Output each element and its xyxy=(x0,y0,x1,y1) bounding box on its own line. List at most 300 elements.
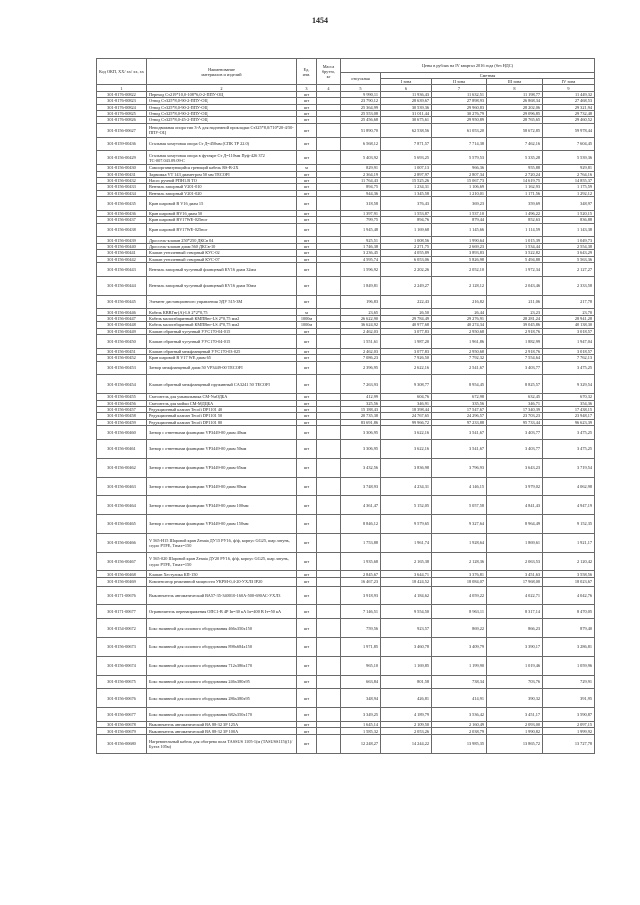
row-supply: 318,58 xyxy=(341,197,381,211)
row-mass xyxy=(317,151,341,165)
row-zone2: 216,82 xyxy=(432,295,487,309)
table-row xyxy=(97,675,595,689)
row-unit: шт xyxy=(297,708,317,722)
row-supply: 1 746,38 xyxy=(341,243,381,249)
row-zone1: 4 055,89 xyxy=(381,250,432,256)
row-unit: шт xyxy=(297,619,317,638)
row-zone1: 15 525,26 xyxy=(381,177,432,183)
row-zone3: 28 202,06 xyxy=(487,104,543,110)
index-cell: 7 xyxy=(432,85,487,91)
row-zone4: 1 520,15 xyxy=(543,210,595,216)
row-zone2: 11 632,51 xyxy=(432,91,487,97)
row-supply: 1 971,85 xyxy=(341,638,381,657)
row-code: 301-8176-00823 xyxy=(97,98,147,104)
row-supply: 12 248,27 xyxy=(341,734,381,753)
row-code: 301-8156-00438 xyxy=(97,223,147,237)
row-zone4: 4 947,19 xyxy=(543,496,595,515)
row-name: Отвод Ст325*8,0-90-2-ППУ-ОЦ xyxy=(147,110,297,116)
row-supply: 2 462,03 xyxy=(341,348,381,354)
row-zone2: 5 057,58 xyxy=(432,496,487,515)
row-zone1: 222,43 xyxy=(381,295,432,309)
row-zone3: 23,23 xyxy=(487,309,543,315)
row-zone2: 879,44 xyxy=(432,217,487,223)
row-zone3: 1 972,34 xyxy=(487,263,543,277)
row-zone4: 4 062,98 xyxy=(543,477,595,496)
row-zone4: 1 999,92 xyxy=(543,728,595,734)
row-zone4: 1 947,04 xyxy=(543,334,595,348)
row-unit: шт xyxy=(297,295,317,309)
row-zone2: 18 084,07 xyxy=(432,577,487,586)
row-zone1: 604,76 xyxy=(381,394,432,400)
row-zone2: 27 898,93 xyxy=(432,98,487,104)
row-name: Редукционный клапан Tecofi DP1101 40 xyxy=(147,406,297,412)
table-row xyxy=(97,334,595,348)
row-code: 301-8156-00436 xyxy=(97,210,147,216)
row-name: Вентиль запорный чугунный фланцевый КV16 диам 50мм xyxy=(147,276,297,295)
row-zone1: 3 644,71 xyxy=(381,571,432,577)
row-mass xyxy=(317,439,341,458)
row-name: Кабель малогабаритный КМПВнг-LS 4*0,75 мм2 xyxy=(147,322,297,328)
row-supply: 7 146,51 xyxy=(341,605,381,619)
row-zone1: 31 011,44 xyxy=(381,110,432,116)
row-zone4: 23,70 xyxy=(543,309,595,315)
row-supply: 11 764,43 xyxy=(341,177,381,183)
row-zone1: 9 308,77 xyxy=(381,375,432,394)
row-code: 301-8156-00447 xyxy=(97,315,147,321)
row-zone4: 2 333,58 xyxy=(543,276,595,295)
row-unit: шт xyxy=(297,605,317,619)
row-zone1: 30 539,36 xyxy=(381,104,432,110)
row-zone3: 8 317,14 xyxy=(487,605,543,619)
row-zone1: 2 202,26 xyxy=(381,263,432,277)
row-supply: 5 403,92 xyxy=(341,151,381,165)
row-zone4: 729,91 xyxy=(543,675,595,689)
row-zone4: 9 329,54 xyxy=(543,375,595,394)
row-zone2: 8 954,45 xyxy=(432,375,487,394)
row-zone3: 28 281,24 xyxy=(487,315,543,321)
row-name: Самоорганизующийся греющий кабель RS-B-2X xyxy=(147,165,297,171)
row-zone2: 7 714,38 xyxy=(432,137,487,151)
row-name: Отвод Ст325*8,0-45-2-ППУ-ОЦ xyxy=(147,117,297,123)
row-zone2: 1 928,64 xyxy=(432,533,487,552)
row-zone4: 23 948,17 xyxy=(543,413,595,419)
row-code: 301-8156-00440 xyxy=(97,243,147,249)
row-code: 301-8156-00627 xyxy=(97,123,147,137)
row-supply: 1 849,81 xyxy=(341,276,381,295)
row-zone2: 29 950,89 xyxy=(432,117,487,123)
row-zone4: 8 470,05 xyxy=(543,605,595,619)
row-zone4: 1 143,38 xyxy=(543,223,595,237)
row-zone2: 40 274,34 xyxy=(432,322,487,328)
row-unit: 1000м xyxy=(297,315,317,321)
row-unit: шт xyxy=(297,728,317,734)
row-unit: шт xyxy=(297,577,317,586)
table-row xyxy=(97,137,595,151)
row-unit: шт xyxy=(297,184,317,190)
row-code: 301-8156-00441 xyxy=(97,250,147,256)
row-zone3: 8 964,49 xyxy=(487,515,543,534)
row-zone2: 1 537,10 xyxy=(432,210,487,216)
row-zone4: 836,88 xyxy=(543,217,595,223)
row-zone3: 2 720,24 xyxy=(487,171,543,177)
row-zone2: 2 052,10 xyxy=(432,263,487,277)
row-zone3: 866,23 xyxy=(487,619,543,638)
row-zone1: 3 836,98 xyxy=(381,458,432,477)
table-row xyxy=(97,123,595,137)
row-code: 301-8156-00444 xyxy=(97,276,147,295)
row-zone2: 1 990,64 xyxy=(432,237,487,243)
row-unit: шт xyxy=(297,237,317,243)
row-zone3: 14 619,75 xyxy=(487,177,543,183)
row-zone3: 1 162,93 xyxy=(487,184,543,190)
row-zone1: 5 693,25 xyxy=(381,151,432,165)
row-unit: шт xyxy=(297,439,317,458)
row-unit: шт xyxy=(297,197,317,211)
row-zone3: 1 015,39 xyxy=(487,237,543,243)
row-supply: 1 585,32 xyxy=(341,728,381,734)
row-zone4: 13 727,78 xyxy=(543,734,595,753)
row-zone1: 26,50 xyxy=(381,309,432,315)
row-zone2: 3 893,83 xyxy=(432,250,487,256)
row-zone2: 672,98 xyxy=(432,394,487,400)
row-supply: 829,91 xyxy=(341,165,381,171)
row-name: Элемент дистанционного управления ЭДУ 515-3М xyxy=(147,295,297,309)
header-name-line1: Наименование xyxy=(208,66,235,72)
row-zone2: 1 199,90 xyxy=(432,656,487,675)
table-row xyxy=(97,197,595,211)
row-name: Бокс наливной для силового оборудования 712х386х170 xyxy=(147,656,297,675)
row-zone3: 346,71 xyxy=(487,400,543,406)
row-unit: шт xyxy=(297,533,317,552)
row-unit: шт xyxy=(297,656,317,675)
row-zone4: 3 719,54 xyxy=(543,458,595,477)
row-zone1: 2 053,26 xyxy=(381,728,432,734)
row-mass xyxy=(317,137,341,151)
row-name: Выключатель автоматический ВА 88-32 3Р 100А xyxy=(147,728,297,734)
row-zone1: 18 398,44 xyxy=(381,406,432,412)
row-name: Отвод Ст325*8,0-90-2-ППУ-ОЦ xyxy=(147,104,297,110)
row-name: Кран шаровой В V17 WE диам 65 xyxy=(147,355,297,361)
row-zone3: 3 403,77 xyxy=(487,439,543,458)
index-cell: 2 xyxy=(147,85,297,91)
index-cell: 4 xyxy=(317,85,341,91)
row-zone4: 879,40 xyxy=(543,619,595,638)
row-zone2: 4 146,15 xyxy=(432,477,487,496)
row-zone4: 3 590,87 xyxy=(543,708,595,722)
row-zone1: 18 424,52 xyxy=(381,577,432,586)
row-name: Отвод Ст325*8,0-90-2-ППУ-ОЦ xyxy=(147,98,297,104)
row-mass xyxy=(317,656,341,675)
table-row xyxy=(97,515,595,534)
row-code: 301-8156-00459 xyxy=(97,419,147,425)
row-zone4: 29 321,94 xyxy=(543,104,595,110)
row-zone3: 8 825,57 xyxy=(487,375,543,394)
row-supply: 3 306,95 xyxy=(341,426,381,440)
row-zone2: 2 128,36 xyxy=(432,552,487,571)
row-unit: м xyxy=(297,165,317,171)
row-zone3: 4 022,71 xyxy=(487,586,543,605)
row-zone1: 2 249,27 xyxy=(381,276,432,295)
row-zone4: 3 475,25 xyxy=(543,361,595,375)
row-name: Затвор с ответными фланцами VP3449-00 диам 65мм xyxy=(147,458,297,477)
row-zone4: 18 023,67 xyxy=(543,577,595,586)
table-row xyxy=(97,689,595,708)
row-zone3: 11 198,77 xyxy=(487,91,543,97)
row-code: 301-8156-00430 xyxy=(97,165,147,171)
row-zone2: 61 053,20 xyxy=(432,123,487,137)
row-zone2: 3 536,42 xyxy=(432,708,487,722)
row-mass xyxy=(317,477,341,496)
row-name: Затвор с ответными фланцами VP3449-00 диам 100мм xyxy=(147,496,297,515)
row-name: Кран шаровой BV16 диам 50 xyxy=(147,210,297,216)
row-zone1: 894,76 xyxy=(381,217,432,223)
row-zone1: 801,58 xyxy=(381,675,432,689)
row-name: Дроссель-клапан 250*250 ДКСв 04 xyxy=(147,237,297,243)
row-code: 301-8156-00463 xyxy=(97,477,147,496)
row-zone4: 2 764,16 xyxy=(543,171,595,177)
row-zone3: 2 063,53 xyxy=(487,552,543,571)
row-zone4: 3 643,29 xyxy=(543,250,595,256)
row-code: 301-8159-00436 xyxy=(97,137,147,151)
row-mass xyxy=(317,496,341,515)
header-mass-line2: брутто, xyxy=(321,69,336,75)
row-zone3: 28 765,65 xyxy=(487,117,543,123)
header-zone1: I зона xyxy=(381,79,432,85)
row-name: Бокс наливной для силового оборудования 246х380х95 xyxy=(147,675,297,689)
row-code: 301-8176-00825 xyxy=(97,110,147,116)
row-zone1: 9 554,50 xyxy=(381,605,432,619)
row-zone2: 3 541,67 xyxy=(432,426,487,440)
header-mass-line1: Масса xyxy=(322,63,335,69)
row-name: Клапан обратный чугунный УУС170-04-015 xyxy=(147,328,297,334)
row-zone3: 3 403,77 xyxy=(487,426,543,440)
row-unit: шт xyxy=(297,675,317,689)
row-mass xyxy=(317,276,341,295)
row-supply: 6 568,12 xyxy=(341,137,381,151)
row-name: Кран шаровой В V16 диам 15 xyxy=(147,197,297,211)
row-zone3: 1 534,44 xyxy=(487,243,543,249)
row-name: Затвор с ответными фланцами VP3449-00 диам 80мм xyxy=(147,477,297,496)
row-code: 301-8156-00468 xyxy=(97,571,147,577)
row-zone4: 59 978,44 xyxy=(543,123,595,137)
table-row xyxy=(97,295,595,309)
row-zone3: 7 462,16 xyxy=(487,137,543,151)
row-zone4: 3 018,57 xyxy=(543,328,595,334)
table-row xyxy=(97,263,595,277)
row-zone4: 929,81 xyxy=(543,165,595,171)
row-zone3: 390,32 xyxy=(487,689,543,708)
row-zone1: 426,81 xyxy=(381,689,432,708)
row-zone1: 2 897,97 xyxy=(381,171,432,177)
row-zone1: 1 169,68 xyxy=(381,223,432,237)
row-supply: 20 735,38 xyxy=(341,413,381,419)
row-supply: 9 990,11 xyxy=(341,91,381,97)
row-unit: шт xyxy=(297,250,317,256)
row-unit: шт xyxy=(297,722,317,728)
row-code: 301-8154-00672 xyxy=(97,619,147,638)
row-zone1: 14 244,22 xyxy=(381,734,432,753)
table-row xyxy=(97,619,595,638)
row-code: 301-8156-00455 xyxy=(97,394,147,400)
row-zone3: 852,63 xyxy=(487,217,543,223)
row-unit: шт xyxy=(297,394,317,400)
row-zone2: 2 669,23 xyxy=(432,243,487,249)
row-zone4: 17 438,15 xyxy=(543,406,595,412)
row-supply: 15 188,43 xyxy=(341,406,381,412)
row-name: Переход Ст219*10,0-108*6,0-2-ППУ-ОЦ xyxy=(147,91,297,97)
row-unit: шт xyxy=(297,243,317,249)
row-code: 301-8156-00676 xyxy=(97,689,147,708)
row-supply: 1 935,68 xyxy=(341,552,381,571)
table-body xyxy=(97,91,595,753)
row-supply: 1 753,88 xyxy=(341,533,381,552)
row-name: Ограничитель перенапряжения ОПС1-В 4Р Iп=30 кА Iп=400 В Iт=50 кА xyxy=(147,605,297,619)
row-zone1: 62 538,56 xyxy=(381,123,432,137)
row-supply: 3 918,93 xyxy=(341,586,381,605)
row-zone3: 17 340,39 xyxy=(487,406,543,412)
row-zone3: 211,06 xyxy=(487,295,543,309)
row-name: Компенсатор реактивной мощности УКРМ-0,4-20-УХЛЗ IP20 xyxy=(147,577,297,586)
row-zone1: 1 961,74 xyxy=(381,533,432,552)
row-zone2: 29 960,83 xyxy=(432,104,487,110)
row-name: Бокс наливной для силового оборудования 466х350х150 xyxy=(147,619,297,638)
row-unit: шт xyxy=(297,91,317,97)
row-zone1: 1 987,20 xyxy=(381,334,432,348)
row-supply: 1 645,14 xyxy=(341,722,381,728)
row-unit: шт xyxy=(297,151,317,165)
row-unit: шт xyxy=(297,223,317,237)
table-row xyxy=(97,552,595,571)
row-zone3: 3 390,17 xyxy=(487,638,543,657)
row-code: 301-8156-00439 xyxy=(97,237,147,243)
row-unit: шт xyxy=(297,361,317,375)
table-row xyxy=(97,361,595,375)
row-name: Выключатель автоматический ВА 88-32 3Р 125А xyxy=(147,722,297,728)
row-name: Кабель КВВГнг(А)-LS 2*2*0,75 xyxy=(147,309,297,315)
row-code: 301-8156-00680 xyxy=(97,734,147,753)
page-number: 1454 xyxy=(312,16,328,25)
index-cell: 6 xyxy=(381,85,432,91)
row-zone3: 95 733,44 xyxy=(487,419,543,425)
row-unit: шт xyxy=(297,276,317,295)
table-row xyxy=(97,586,595,605)
table-row xyxy=(97,223,595,237)
row-name: Кран шаровой BV17WE-025ног xyxy=(147,217,297,223)
table-row xyxy=(97,577,595,586)
row-code: 301-8156-00434 xyxy=(97,190,147,196)
row-unit: шт xyxy=(297,689,317,708)
row-supply: 2 462,03 xyxy=(341,328,381,334)
row-mass xyxy=(317,515,341,534)
row-supply: 23 790,12 xyxy=(341,98,381,104)
row-name: Клапан утепленный створный КУС-02 xyxy=(147,250,297,256)
row-code: 301-8156-00452 xyxy=(97,355,147,361)
row-zone4: 11 449,32 xyxy=(543,91,595,97)
row-zone2: 2 950,68 xyxy=(432,328,487,334)
row-code: 301-8156-00442 xyxy=(97,256,147,262)
row-name: Задвижка VT 143 диаметром 50 мм TECOFI xyxy=(147,171,297,177)
row-zone4: 9 152,35 xyxy=(543,515,595,534)
table-row xyxy=(97,439,595,458)
row-code: 301-8156-00679 xyxy=(97,728,147,734)
row-supply: 412,99 xyxy=(341,394,381,400)
row-code: 301-8156-00435 xyxy=(97,197,147,211)
row-code: 301-8171-00677 xyxy=(97,605,147,619)
row-mass xyxy=(317,586,341,605)
row-mass xyxy=(317,263,341,277)
index-cell: 9 xyxy=(543,85,595,91)
row-unit: шт xyxy=(297,117,317,123)
row-mass xyxy=(317,638,341,657)
header-zone4: IV зона xyxy=(543,79,595,85)
row-zone4: 14 855,37 xyxy=(543,177,595,183)
row-zone2: 29 276,91 xyxy=(432,315,487,321)
row-supply: 36 624,92 xyxy=(341,322,381,328)
row-supply: 16 467,23 xyxy=(341,577,381,586)
row-mass xyxy=(317,426,341,440)
row-supply: 25 364,99 xyxy=(341,104,381,110)
row-supply: 799,75 xyxy=(341,217,381,223)
row-zone3: 1 882,99 xyxy=(487,334,543,348)
row-zone3: 26 868,34 xyxy=(487,98,543,104)
row-zone4: 2 097,15 xyxy=(543,722,595,728)
row-zone4: 5 539,36 xyxy=(543,151,595,165)
row-mass xyxy=(317,619,341,638)
row-unit: шт xyxy=(297,328,317,334)
row-code: 301-8156-00460 xyxy=(97,426,147,440)
row-supply: 1 397,91 xyxy=(341,210,381,216)
header-supply: отпускная xyxy=(341,73,381,85)
row-zone1: 1 345,58 xyxy=(381,190,432,196)
row-code: 301-8171-00676 xyxy=(97,586,147,605)
row-zone2: 9 327,64 xyxy=(432,515,487,534)
row-mass xyxy=(317,375,341,394)
row-mass xyxy=(317,605,341,619)
row-zone2: 1 145,66 xyxy=(432,223,487,237)
row-zone1: 1 169,85 xyxy=(381,656,432,675)
row-zone2: 4 059,22 xyxy=(432,586,487,605)
row-zone4: 3 558,56 xyxy=(543,571,595,577)
row-zone1: 28 639,67 xyxy=(381,98,432,104)
row-zone2: 3 541,67 xyxy=(432,439,487,458)
row-code: 301-8156-00462 xyxy=(97,458,147,477)
row-zone2: 369,23 xyxy=(432,197,487,211)
row-zone2: 24 296,57 xyxy=(432,413,487,419)
row-zone2: 2 807,34 xyxy=(432,171,487,177)
row-zone2: 2 160,49 xyxy=(432,722,487,728)
row-code: 301-8156-00457 xyxy=(97,406,147,412)
header-code: Код ОКП, ХХ/ хх/ хх, хх xyxy=(97,59,147,85)
row-zone1: 2 109,50 xyxy=(381,722,432,728)
row-code: 301-8156-00429 xyxy=(97,151,147,165)
row-unit: шт xyxy=(297,137,317,151)
table-row xyxy=(97,533,595,552)
row-mass xyxy=(317,334,341,348)
row-zone1: 5 152,05 xyxy=(381,496,432,515)
row-name: Затвор с ответными фланцами VP3449-00 диам 40мм xyxy=(147,426,297,440)
row-supply: 2 845,67 xyxy=(341,571,381,577)
row-zone3: 3 403,77 xyxy=(487,361,543,375)
row-zone3: 359,69 xyxy=(487,197,543,211)
row-supply: 25 456,68 xyxy=(341,117,381,123)
row-code: 301-8156-00675 xyxy=(97,675,147,689)
row-zone4: 1 059,96 xyxy=(543,656,595,675)
row-supply: 3 306,95 xyxy=(341,439,381,458)
row-code: 301-8176-00822 xyxy=(97,91,147,97)
table-row xyxy=(97,638,595,657)
row-zone4: 348,97 xyxy=(543,197,595,211)
row-zone1: 376,43 xyxy=(381,197,432,211)
